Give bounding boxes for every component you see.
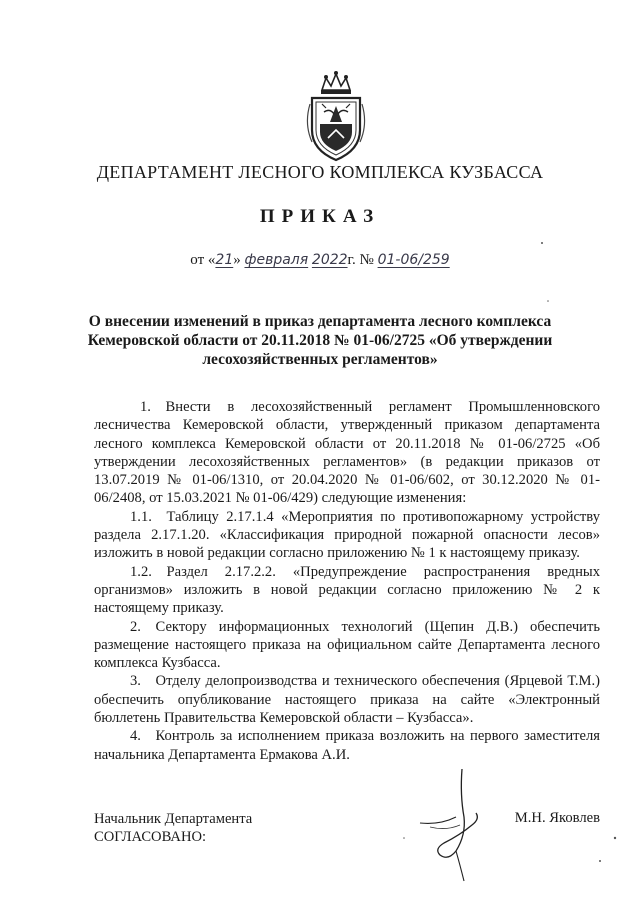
document-number: 01-06/259 xyxy=(377,252,450,268)
date-number-line xyxy=(0,252,640,269)
date-mid: » xyxy=(233,252,241,268)
order-body xyxy=(94,398,600,764)
date-suffix: г. № xyxy=(347,252,374,268)
coat-of-arms-icon xyxy=(300,68,372,164)
document-type-title: ПРИКАЗ xyxy=(259,206,381,227)
date-day: 21 xyxy=(215,252,234,268)
order-subject: О внесении изменений в приказ департамента лесного комплекса Кемеровской области от 20.11.2018 № 01-06/2725 «Об утверждении лесохозяйственных регламентов» xyxy=(87,313,553,368)
paragraph-1-2: 1.2. Раздел 2.17.2.2. «Предупреждение распространения вредных организмов» изложить в новой редакции согласно приложению № 2 к настоящему приказу. xyxy=(94,563,600,617)
paragraph-1-1: 1.1. Таблицу 2.17.1.4 «Мероприятия по противопожарному устройству раздела 2.17.1.20. «Классификация природной пожарной опасности лесов» изложить в новой редакции согласно приложению № 1 к настоящему приказу. xyxy=(94,508,600,562)
paragraph-3: 3. Отделу делопроизводства и технического обеспечения (Ярцевой Т.М.) обеспечить опубликование настоящего приказа на сайте «Электронный бюллетень Правительства Кемеровской области – Кузбасса». xyxy=(94,673,600,727)
paragraph-1: 1. Внести в лесохозяйственный регламент Промышленновского лесничества Кемеровской области, утвержденный приказом департамента лесного комплекса Кемеровской области от 20.11.2018 № 01-06/2725 «Об утверждении лесохозяйственных регламентов» (в редакции приказов от 13.07.2019 № 01-06/1310, от 20.04.2020 № 01-06/602, от 30.12.2020 № 01-06/2408, от 15.03.2021 № 01-06/429) следующие изменения: xyxy=(94,399,600,507)
paragraph-4: 4. Контроль за исполнением приказа возложить на первого заместителя начальника Департамента Ермакова А.И. xyxy=(94,728,600,763)
date-month: февраля xyxy=(244,252,309,268)
paragraph-2: 2. Сектору информационных технологий (Щепин Д.В.) обеспечить размещение настоящего приказа на официальном сайте Департамента лесного комплекса Кузбасса. xyxy=(94,618,600,672)
date-prefix: от « xyxy=(190,252,216,268)
handwritten-signature xyxy=(400,765,510,885)
department-name: ДЕПАРТАМЕНТ ЛЕСНОГО КОМПЛЕКСА КУЗБАССА xyxy=(96,162,544,182)
agreed-label: СОГЛАСОВАНО: xyxy=(94,829,207,846)
signer-position: Начальник Департамента xyxy=(94,811,253,827)
signer-name: М.Н. Яковлев xyxy=(514,810,600,826)
date-year: 2022 xyxy=(311,252,348,268)
signature-block xyxy=(94,810,252,847)
